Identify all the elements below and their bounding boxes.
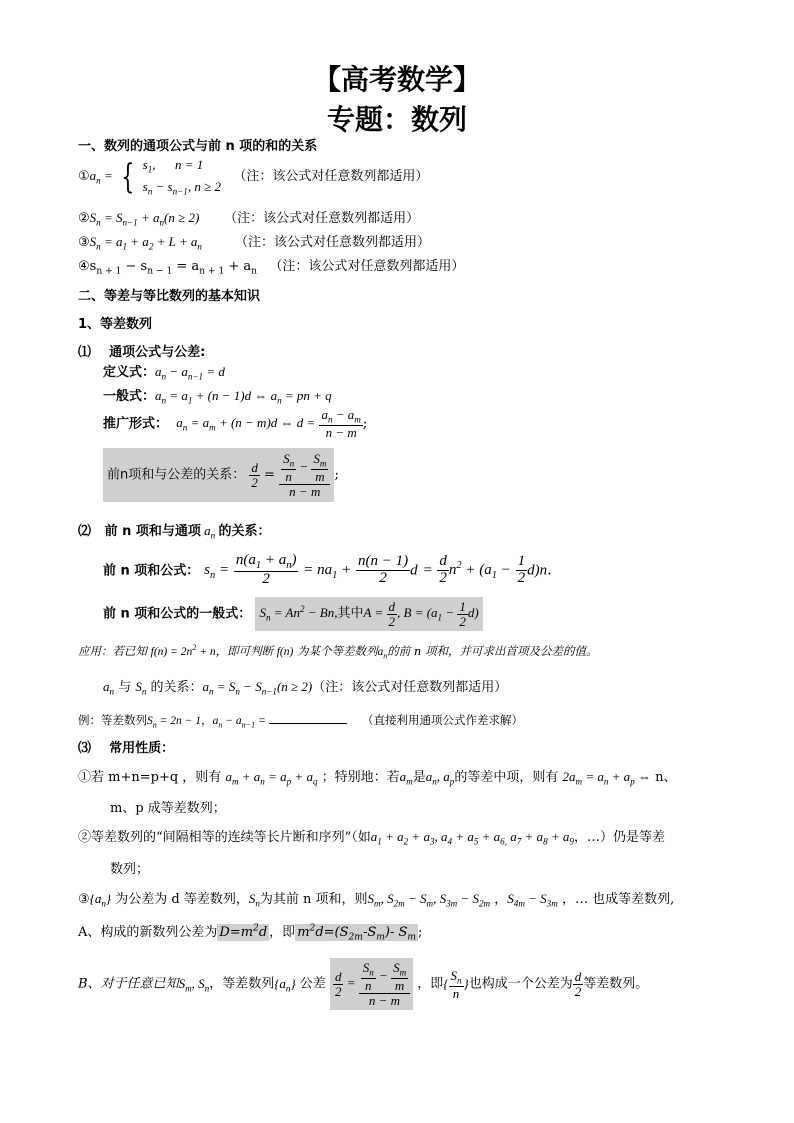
property-1-cont: m、p 成等差数列； — [110, 801, 226, 816]
property-b-mid3: ，即 — [417, 976, 444, 992]
property-b: B、对于任意已知$S_m$, $S_n$，等差数列$\{a_n\}$ 公差 $\frac{d}{2}$ = $\frac{S_n}{n}$ − $\frac{S_m}{m}$ n − m ，即{ $\frac{S_n}{n}$ }也构成一个公差为 $\frac{d}{2}$ 等差数列。 — [78, 958, 648, 1010]
property-3-c: ，… 也成等差数列, — [561, 892, 675, 907]
page-subtitle: 专题：数列 — [326, 103, 467, 136]
sum-diff-label: 前n项和与公差的关系： — [107, 467, 246, 483]
application-mid: ，即可判断 — [215, 644, 274, 658]
application-end: 的前 n 项和，并可求出首项及公差的值。 — [387, 644, 598, 658]
property-1-d: 的等差中项，则有 — [454, 770, 559, 785]
property-1-c: 是 — [412, 770, 426, 785]
page-title: 【高考数学】 — [312, 63, 481, 96]
section-2-heading: 二、等差与等比数列的基本知识 — [78, 289, 261, 304]
definition-formula: 定义式：$a_n - a_{n-1} = d$ — [103, 364, 225, 382]
property-3: $③\{a_n\}$ 为公差为 d 等差数列，$S_n$为其前 n 项和，则$S_m$, $S_{2m} - S_m$, $S_{3m} - S_{2m}$ ，$S_{4m} - S_{3m}$ ，… 也成等差数列, — [78, 891, 675, 909]
formula-3-label: ③ — [78, 235, 90, 250]
property-1-b: ；特别地：若 — [321, 770, 400, 785]
sum-general-mid: ,其中 — [334, 605, 364, 621]
extended-formula: 推广形式： $a_n = a_m + (n - m)d$ ⇔ d = $\frac{a_n - a_m}{n - m}$ ; — [103, 407, 368, 441]
example-line: 例：等差数列$S_n = 2n - 1$，$a_n - a_{n-1}$ = （直接利用通项公式作差求解） — [78, 713, 524, 730]
property-a-label: A、构成的新数列公差为 — [78, 925, 218, 940]
an-sn-relation: $a_n$ 与 $S_n$ 的关系：$a_n = S_n - S_{n-1}(n \ge 2)$（注：该公式对任意数列都适用） — [103, 679, 508, 697]
property-2: ②等差数列的“间隔相等的连续等长片断和序列”（如$a_1 + a_2 + a_3$, $a_4 + a_5 + a_{6,}$ $a_7 + a_8 + a_9$，…）仍是等差 — [78, 829, 665, 847]
an-sn-mid: 与 — [118, 680, 132, 695]
formula-3: $③S_n = a_1 + a_2 + L + a_n$ （注：该公式对任意数列都适用） — [78, 234, 431, 252]
formula-3-note: （注：该公式对任意数列都适用） — [235, 235, 431, 250]
property-2-a: ②等差数列的“间隔相等的连续等长片断和序列”（如 — [78, 830, 371, 845]
property-2-cont: 数列； — [110, 862, 150, 877]
part-3-label: ⑶ — [78, 741, 92, 756]
application-label: 应用：若已知 — [78, 644, 147, 658]
formula-1: $①a_n$ = { $s_1$, n = 1 $s_n - s_{n-1}$, n ≥ 2 （注：该公式对任意数列都适用） — [78, 156, 429, 197]
sum-formula: 前 n 项和公式： $s_n$ = $\frac{n(a_1 + a_n)}{2}$ = $na_1$ + $\frac{n(n - 1)}{2}$ d = $\frac{d}{2}$ $n^2 + (a_1$ − $\frac{1}{2}$ d)n. — [103, 552, 552, 588]
part-1-label: ⑴ — [78, 345, 92, 360]
property-a: A、构成的新数列公差为 $D=m^2d$ ，即 $m^2d=(S_{2m}-S_m)-$ $S_m$ ; — [78, 923, 423, 943]
an-sn-note: （注：该公式对任意数列都适用） — [312, 680, 508, 695]
property-a-mid: ，即 — [269, 925, 296, 940]
part-2-title-end: 的关系： — [218, 524, 271, 539]
property-b-mid2: 公差 — [299, 976, 326, 992]
part-2-label: ⑵ — [78, 524, 92, 539]
formula-2: $②S_n = S_{n-1} + a_n(n \ge 2)$ （注：该公式对任意数列都适用） — [78, 210, 420, 228]
part-1-title: 通项公式与公差: — [109, 345, 206, 360]
formula-2-note: （注：该公式对任意数列都适用） — [224, 211, 420, 226]
formula-2-label: ② — [78, 211, 90, 226]
formula-4: $④s_{n + 1} - s_{n - 1} = a_{n + 1} + a_n$ （注：该公式对任意数列都适用） — [78, 259, 465, 277]
property-b-mid: ，等差数列 — [209, 976, 275, 992]
formula-1-note: （注：该公式对任意数列都适用） — [233, 169, 429, 185]
property-1-a: ①若 m+n=p+q ，则有 — [78, 770, 222, 785]
sum-general-formula: 前 n 项和公式的一般式： $S_n = An^2 - Bn$,其中A = $\frac{d}{2}$ , $B = (a_1$ − $\frac{1}{2}$ d) — [103, 597, 483, 631]
general-label: 一般式： — [103, 389, 156, 404]
example-blank — [269, 711, 347, 724]
general-formula: 一般式：$a_n = a_1 + (n - 1)d$ ⇔ $a_n$ = pn + q — [103, 388, 332, 406]
property-1: ①若 m+n=p+q ，则有 $a_m + a_n = a_p + a_q$ ；特别地：若$a_m$是$a_n$, $a_p$的等差中项，则有 $2a_m = a_n + a_p$ ⇔ n、 — [78, 769, 677, 787]
property-b-label: B、对于任意已知 — [78, 976, 179, 992]
application-mid2: 为某个等差数列 — [297, 644, 378, 658]
property-3-b: 为其前 n 项和，则 — [259, 892, 368, 907]
extended-label: 推广形式： — [103, 416, 169, 432]
definition-label: 定义式： — [103, 365, 156, 380]
property-b-end2: 等差数列。 — [583, 976, 649, 992]
an-sn-end: 的关系： — [150, 680, 203, 695]
example-end: （直接利用通项公式作差求解） — [362, 713, 524, 727]
part-2-title: 前 n 项和与通项 — [104, 524, 201, 539]
formula-4-note: （注：该公式对任意数列都适用） — [269, 259, 465, 274]
application-note: 应用：若已知 $f(n) = 2n^2 + n$，即可判断 f(n) 为某个等差数列$a_n$的前 n 项和，并可求出首项及公差的值。 — [78, 643, 598, 661]
example-label: 例：等差数列 — [78, 713, 147, 727]
property-1-e: n、 — [655, 770, 677, 785]
property-b-end: 也构成一个公差为 — [468, 976, 573, 992]
formula-1-label: ① — [78, 169, 90, 185]
part-3-title: 常用性质： — [109, 741, 175, 756]
sum-formula-label: 前 n 项和公式： — [103, 563, 200, 579]
part-2-heading: ⑵ 前 n 项和与通项 $a_n$ 的关系： — [78, 523, 271, 541]
sum-general-label: 前 n 项和公式的一般式： — [103, 606, 252, 622]
property-3-a: 为公差为 d 等差数列， — [115, 892, 249, 907]
section-1-heading: 一、数列的通项公式与前 n 项的和的关系 — [78, 139, 318, 154]
part-1-heading — [78, 341, 205, 360]
subsection-arithmetic: 1、等差数列 — [78, 317, 153, 332]
sum-diff-relation: 前n项和与公差的关系： $\frac{d}{2}$ = $\frac{S_n}{n}$ − $\frac{S_m}{m}$ n − m ; — [103, 448, 339, 502]
formula-4-label: ④ — [78, 259, 90, 274]
property-2-b: ，…）仍是等差 — [573, 830, 665, 845]
part-3-heading — [78, 737, 174, 756]
